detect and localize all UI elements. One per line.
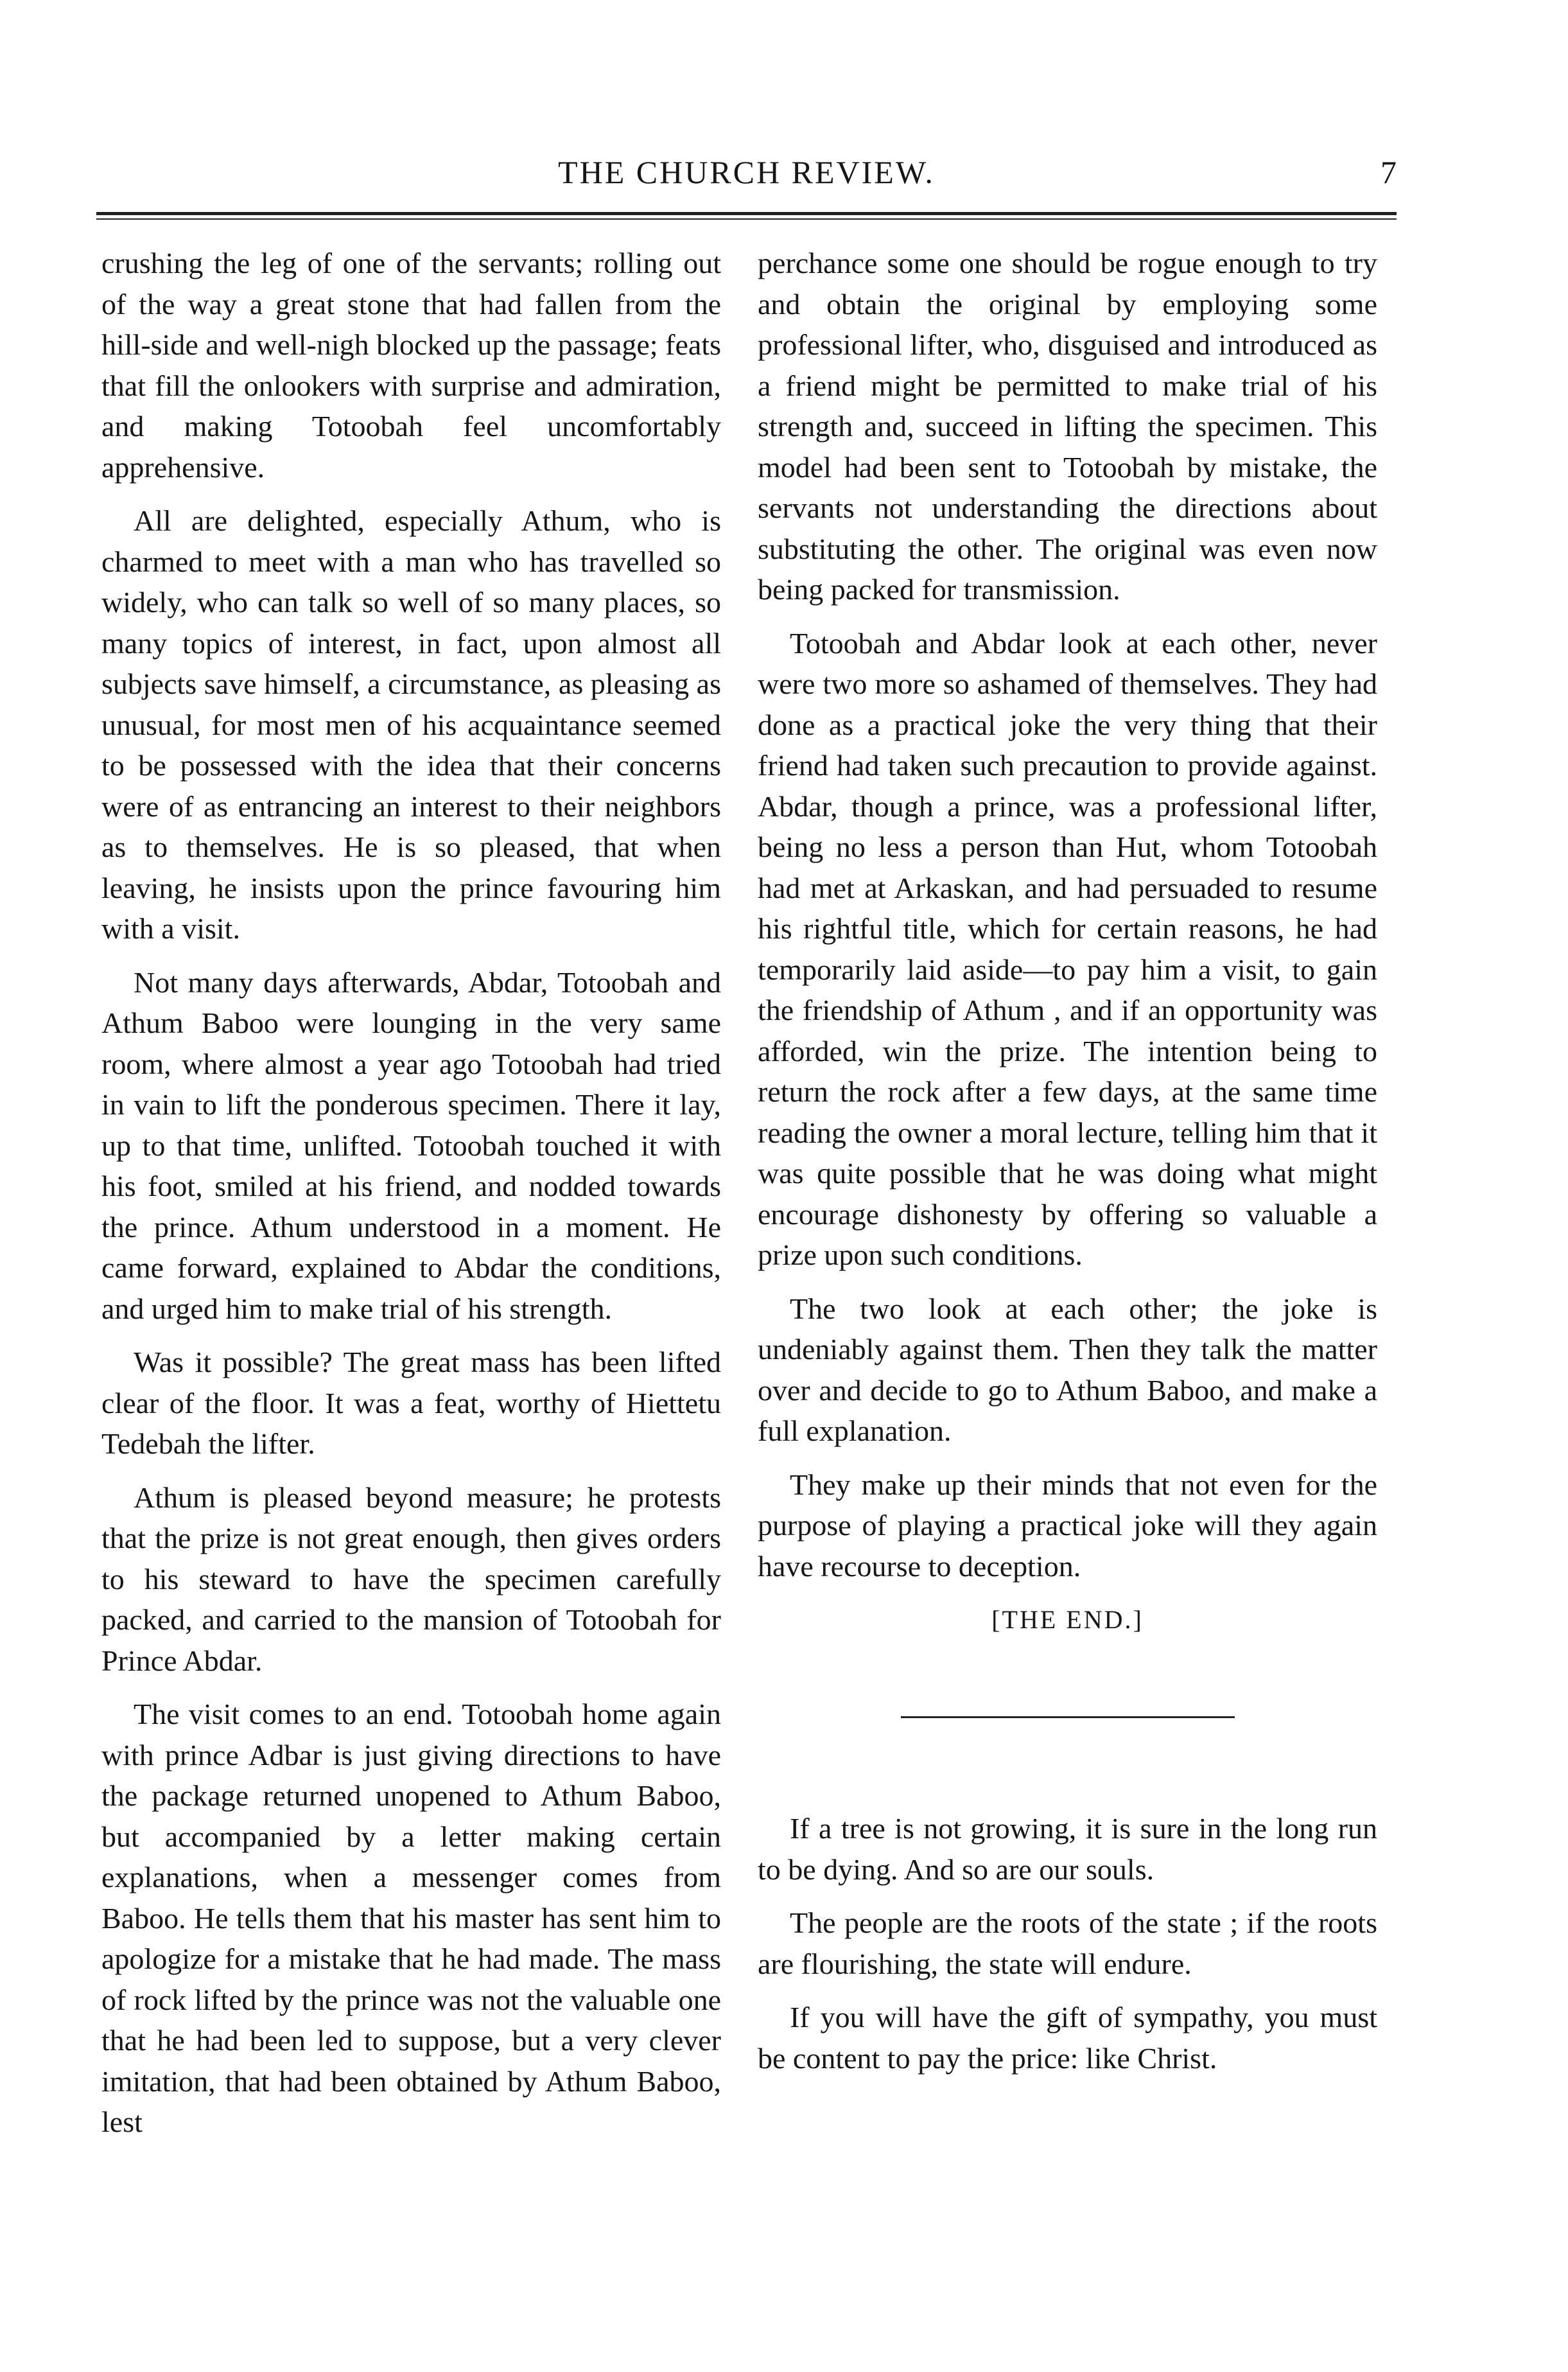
- running-title: THE CHURCH REVIEW.: [558, 154, 935, 190]
- paragraph: perchance some one should be rogue enough to try and obtain the original by employing some professional lifter, who, disguised and introduced as a friend might be permitted to make trial of his strength and, succeed in lifting the specimen. This model had been sent to Totoobah by mistake, the servants not understanding the directions about substituting the other. The original was even now being packed for transmission.: [758, 247, 1377, 606]
- paragraph: Athum is pleased beyond measure; he protests that the prize is not great enough, then gives orders to his steward to have the specimen carefully packed, and carried to the mansion of Totoobah for Prince Abdar.: [101, 1480, 721, 1677]
- right-column: [758, 243, 1377, 2091]
- paragraph: The two look at each other; the joke is undeniably against them. Then they talk the matter over and decide to go to Athum Baboo, and make a full explanation.: [758, 1292, 1377, 1447]
- paragraph: All are delighted, especially Athum, who is charmed to meet with a man who has travelled so widely, who can talk so well of so many places, so many topics of interest, in fact, upon almost all subjects save himself, a circumstance, as pleasing as unusual, for most men of his acquaintance seemed to be possessed with the idea that their concerns were of as entrancing an interest to their neighbors as to themselves. He is so pleased, that when leaving, he insists upon the prince favouring him with a visit.: [101, 504, 721, 945]
- paragraph: Not many days afterwards, Abdar, Totoobah and Athum Baboo were lounging in the very same room, where almost a year ago Totoobah had tried in vain to lift the ponderous specimen. There it lay, up to that time, unlifted. Totoobah touched it with his foot, smiled at his friend, and nodded towards the prince. Athum understood in a moment. He came forward, explained to Abdar the conditions, and urged him to make trial of his strength.: [101, 965, 721, 1325]
- page-number: 7: [1381, 154, 1397, 190]
- maxim: If you will have the gift of sympathy, you must be content to pay the price: like Christ.: [758, 2001, 1377, 2075]
- paragraph: The visit comes to an end. Totoobah home again with prince Adbar is just giving directions to have the package returned unopened to Athum Baboo, but accompanied by a letter making certain explanations, when a messenger comes from Baboo. He tells them that his master has sent him to apologize for a mistake that he had made. The mass of rock lifted by the prince was not the valuable one that he had been led to suppose, but a very clever imitation, that had been obtained by Athum Baboo, lest: [101, 1698, 721, 2138]
- paragraph: Totoobah and Abdar look at each other, never were two more so ashamed of themselves. They had done as a practical joke the very thing that their friend had taken such precaution to provide against. Abdar, though a prince, was a professional lifter, being no less a person than Hut, whom Totoobah had met at Arkaskan, and had persuaded to resume his rightful title, which for certain reasons, he had temporarily laid aside—to pay him a visit, to gain the friendship of Athum , and if an opportunity was afforded, win the prize. The intention being to return the rock after a few days, at the same time reading the owner a moral lecture, telling him that it was quite possible that he was doing what might encourage dishonesty by offering so valuable a prize upon such conditions.: [758, 626, 1377, 1271]
- paragraph: crushing the leg of one of the servants; rolling out of the way a great stone that had fallen from the hill-side and well-nigh blocked up the passage; feats that fill the onlookers with surprise and admiration, and making Totoobah feel uncomfortably apprehensive.: [101, 247, 721, 484]
- left-column: [101, 243, 721, 2156]
- header-rule: [96, 212, 1397, 220]
- end-mark: [THE END.]: [991, 1605, 1144, 1634]
- paragraph: They make up their minds that not even for the purpose of playing a practical joke will they again have recourse to deception.: [758, 1468, 1377, 1583]
- maxim: The people are the roots of the state ; if the roots are flourishing, the state will endure.: [758, 1906, 1377, 1980]
- paragraph: Was it possible? The great mass has been lifted clear of the floor. It was a feat, worthy of Hiettetu Tedebah the lifter.: [101, 1346, 721, 1460]
- maxim: If a tree is not growing, it is sure in the long run to be dying. And so are our souls.: [758, 1812, 1377, 1886]
- page-header: [96, 153, 1397, 198]
- section-divider: [901, 1716, 1235, 1718]
